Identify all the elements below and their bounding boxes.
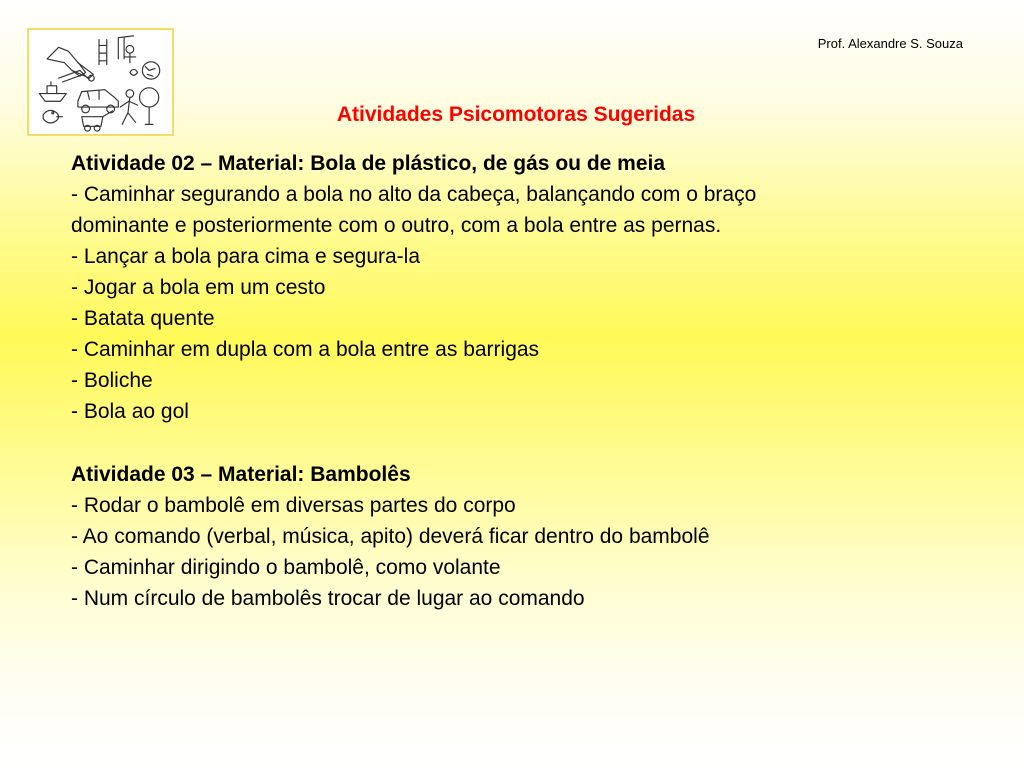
list-item: - Bola ao gol <box>71 400 189 423</box>
list-item: - Boliche <box>71 369 153 392</box>
list-item: - Caminhar dirigindo o bambolê, como volante <box>71 556 501 579</box>
list-item: - Caminhar segurando a bola no alto da cabeça, balançando com o braço <box>71 183 757 206</box>
section-heading: Atividade 02 – Material: Bola de plástico, de gás ou de meia <box>71 152 666 175</box>
author-name: Prof. Alexandre S. Souza <box>817 36 963 51</box>
activity-02-section <box>71 148 971 427</box>
activity-content <box>71 148 971 614</box>
activity-03-section <box>71 459 971 614</box>
list-item: - Caminhar em dupla com a bola entre as barrigas <box>71 338 540 361</box>
list-item: - Ao comando (verbal, música, apito) deverá ficar dentro do bambolê <box>71 525 710 548</box>
list-item: - Rodar o bambolê em diversas partes do corpo <box>71 494 516 517</box>
list-item: - Jogar a bola em um cesto <box>71 276 326 299</box>
list-item: - Num círculo de bambolês trocar de lugar ao comando <box>71 587 585 610</box>
page-title: Atividades Psicomotoras Sugeridas <box>336 103 696 126</box>
list-item: - Lançar a bola para cima e segura-la <box>71 245 421 268</box>
list-item: dominante e posteriormente com o outro, com a bola entre as pernas. <box>71 214 722 237</box>
section-heading: Atividade 03 – Material: Bambolês <box>71 463 411 486</box>
list-item: - Batata quente <box>71 307 215 330</box>
